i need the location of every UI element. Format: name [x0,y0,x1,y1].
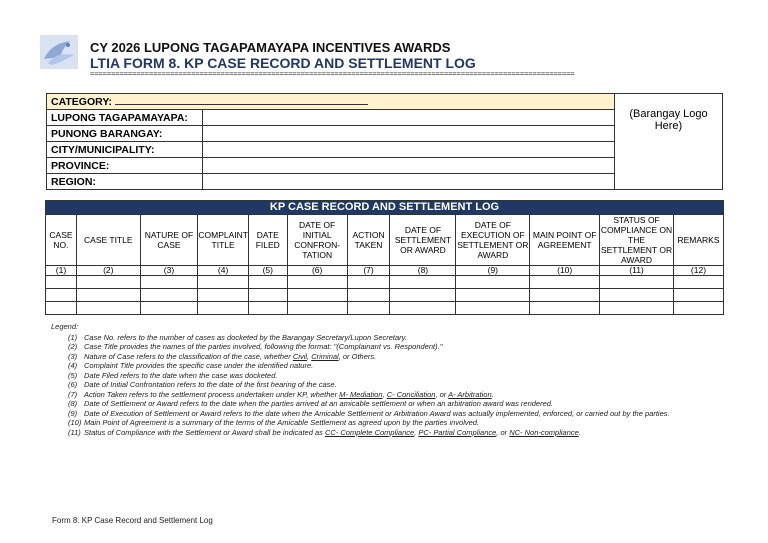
logo-placeholder-line1: (Barangay Logo [629,108,708,120]
table-cell[interactable] [198,302,248,315]
table-cell[interactable] [600,276,674,289]
punong-barangay-label: PUNONG BARANGAY: [47,126,203,142]
logo-placeholder-line2: Here) [654,120,683,132]
title-separator: =================================================================================================================== [90,71,575,77]
table-cell[interactable] [390,276,456,289]
province-label: PROVINCE: [47,158,203,174]
table-cell[interactable] [198,289,248,302]
table-cell[interactable] [140,302,198,315]
legend-item: (8) Date of Settlement or Award refers to the date when the parties arrived at an amicable settlement or when an arbitration award was rendered. [68,399,554,408]
table-cell[interactable] [456,276,530,289]
table-cell[interactable] [76,289,140,302]
lupon-label: LUPONG TAGAPAMAYAPA: [47,110,203,126]
table-cell[interactable] [76,276,140,289]
col-number: (11) [600,266,674,276]
legend-item: (5) Date Filed refers to the date when the case was docketed. [68,370,278,380]
col-number: (4) [198,266,248,276]
table-cell[interactable] [347,276,390,289]
legend-title: Legend: [51,322,79,331]
table-cell[interactable] [530,302,600,315]
table-cell[interactable] [456,289,530,302]
col-header-nature-of-case: NATURE OF CASE [140,215,198,266]
legend-item: (4) Complaint Title provides the specific case under the identified nature. [68,361,314,370]
form-title: LTIA FORM 8. KP CASE RECORD AND SETTLEMENT LOG [90,55,476,71]
lupon-field[interactable] [203,110,615,126]
form-program-title: CY 2026 LUPONG TAGAPAMAYAPA INCENTIVES AWARDS [90,40,451,55]
page-footer: Form 8. KP Case Record and Settlement Log [52,516,213,525]
legend-item: (9) Date of Execution of Settlement or Award refers to the date when the Amicable Settlement or Arbitration Award was actually implemented, enforced, or carried out by the parties. [68,408,670,418]
col-header-status-compliance: STATUS OF COMPLIANCE ON THE SETTLEMENT OR AWARD [600,215,673,265]
table-cell[interactable] [347,302,390,315]
category-label: CATEGORY: [51,96,113,108]
col-number: (10) [530,266,600,276]
table-cell[interactable] [287,276,347,289]
col-header-complaint-title: COMPLAINT TITLE [198,215,248,266]
legend [51,322,670,437]
legend-item: (6) Date of Initial Confrontation refers to the date of the first hearing of the case. [68,380,337,389]
legend-item: (10) Main Point of Agreement is a summary of the terms of the Amicable Settlement as agreed upon by the parties involved. [68,418,480,427]
table-cell[interactable] [673,289,723,302]
region-label: REGION: [47,174,203,190]
table-cell[interactable] [530,276,600,289]
punong-barangay-field[interactable] [203,126,615,142]
case-log-table [45,200,724,315]
category-row [47,94,615,110]
legend-item: (11) Status of Compliance with the Settlement or Award shall be indicated as CC- Complete Compliance, PC- Partial Compliance, or NC- Non-compliance. [68,427,581,437]
col-header-initial-confrontation: DATE OF INITIAL CONFRON-TATION [287,215,347,266]
table-cell[interactable] [347,289,390,302]
col-number: (3) [140,266,198,276]
table-cell[interactable] [140,289,198,302]
col-number: (12) [673,266,723,276]
table-cell[interactable] [287,289,347,302]
table-cell[interactable] [76,302,140,315]
col-number: (6) [287,266,347,276]
table-cell[interactable] [46,289,77,302]
table-cell[interactable] [46,302,77,315]
table-cell[interactable] [248,289,287,302]
table-cell[interactable] [600,302,674,315]
category-input-line[interactable] [115,95,368,105]
col-number: (1) [46,266,77,276]
lupon-logo-icon [40,35,78,69]
col-header-main-point: MAIN POINT OF AGREEMENT [530,215,600,266]
legend-item: (7) Action Taken refers to the settlement process undertaken under KP, whether M- Mediation, C- Conciliation, or A- Arbitration. [68,389,494,399]
col-header-date-execution: DATE OF EXECUTION OF SETTLEMENT OR AWARD [456,215,530,266]
col-number: (8) [390,266,456,276]
table-cell[interactable] [673,302,723,315]
col-number: (2) [76,266,140,276]
col-header-case-title: CASE TITLE [76,215,140,266]
table-cell[interactable] [140,276,198,289]
col-header-action-taken: ACTION TAKEN [347,215,390,266]
table-row [46,276,724,289]
table-cell[interactable] [673,276,723,289]
table-row [46,289,724,302]
legend-item: (2) Case Title provides the names of the parties involved, following the format: "(Complainant vs. Respondent)." [68,342,443,351]
barangay-info-table [46,93,723,190]
col-header-remarks: REMARKS [673,215,723,266]
table-cell[interactable] [46,276,77,289]
city-municipality-label: CITY/MUNICIPALITY: [47,142,203,158]
city-municipality-field[interactable] [203,142,615,158]
col-number: (9) [456,266,530,276]
table-cell[interactable] [390,302,456,315]
col-header-case-no: CASE NO. [46,215,77,266]
table-cell[interactable] [600,289,674,302]
table-cell[interactable] [287,302,347,315]
col-header-date-filed: DATE FILED [248,215,287,266]
table-cell[interactable] [456,302,530,315]
barangay-logo-placeholder [614,94,722,190]
region-field[interactable] [203,174,615,190]
table-cell[interactable] [390,289,456,302]
table-cell[interactable] [198,276,248,289]
log-banner: KP CASE RECORD AND SETTLEMENT LOG [46,201,724,215]
col-number: (5) [248,266,287,276]
table-cell[interactable] [530,289,600,302]
province-field[interactable] [203,158,615,174]
table-cell[interactable] [248,302,287,315]
legend-item: (1) Case No. refers to the number of cases as docketed by the Barangay Secretary/Lupon Secretary. [68,332,407,342]
table-cell[interactable] [248,276,287,289]
table-row [46,302,724,315]
col-number: (7) [347,266,390,276]
legend-item: (3) Nature of Case refers to the classification of the case, whether Civil, Criminal, or Others. [68,351,377,361]
col-header-date-settlement: DATE OF SETTLEMENT OR AWARD [390,215,456,266]
